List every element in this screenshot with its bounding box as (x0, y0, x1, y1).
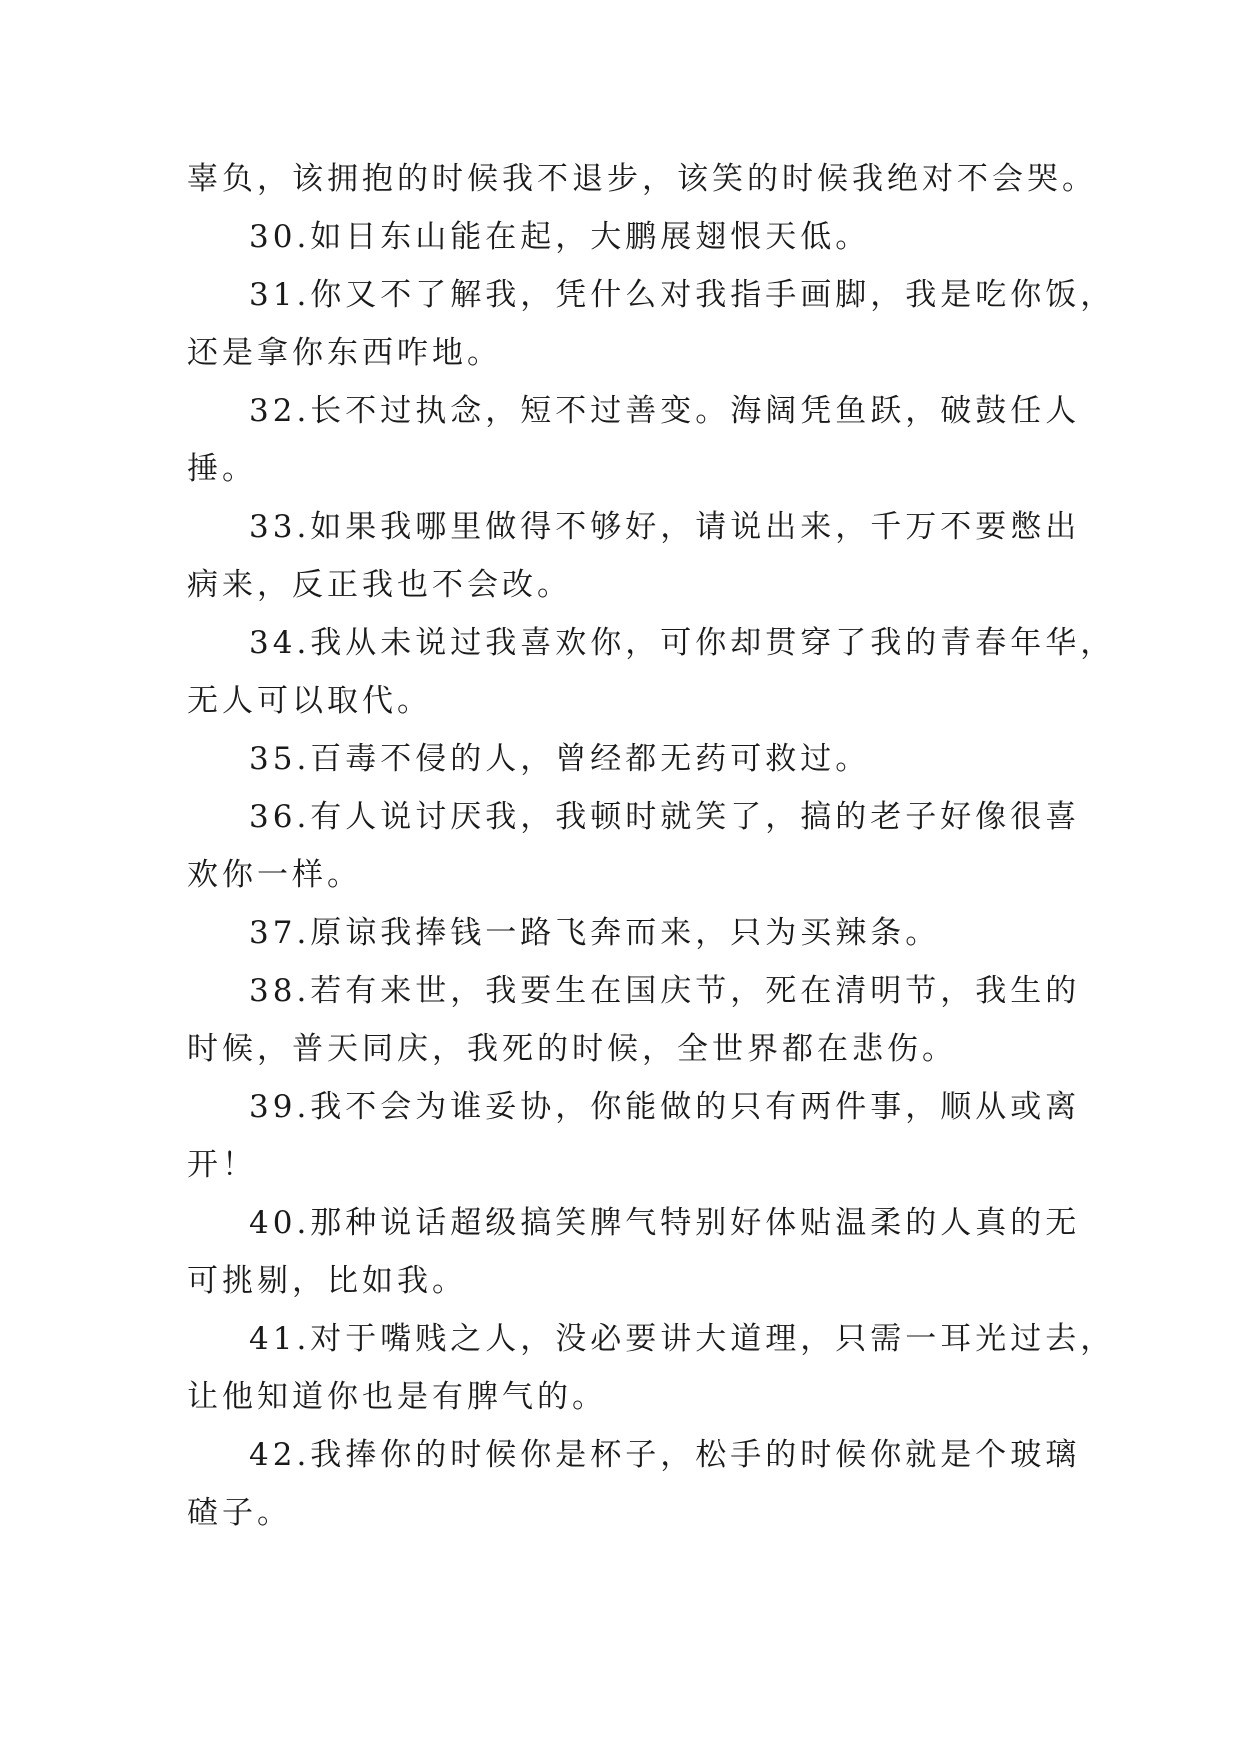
text-line: 38.若有来世，我要生在国庆节，死在清明节，我生的 (249, 973, 1081, 1009)
text-line: 让他知道你也是有脾气的。 (187, 1379, 607, 1415)
text-line: 36.有人说讨厌我，我顿时就笑了，搞的老子好像很喜 (249, 799, 1081, 835)
text-line: 欢你一样。 (187, 857, 362, 893)
text-line: 病来，反正我也不会改。 (187, 567, 572, 603)
text-line: 还是拿你东西咋地。 (187, 335, 502, 371)
text-line: 39.我不会为谁妥协，你能做的只有两件事，顺从或离 (249, 1089, 1081, 1125)
text-line: 可挑剔，比如我。 (187, 1263, 467, 1299)
document-page (187, 150, 1116, 1542)
text-line: 碴子。 (187, 1495, 292, 1531)
text-line: 开！ (187, 1147, 257, 1183)
text-line: 35.百毒不侵的人，曾经都无药可救过。 (249, 741, 871, 777)
text-line: 41.对于嘴贱之人，没必要讲大道理，只需一耳光过去， (249, 1321, 1116, 1357)
text-line: 42.我捧你的时候你是杯子，松手的时候你就是个玻璃 (249, 1437, 1081, 1473)
text-line: 时候，普天同庆，我死的时候，全世界都在悲伤。 (187, 1031, 957, 1067)
text-line: 33.如果我哪里做得不够好，请说出来，千万不要憋出 (249, 509, 1081, 545)
text-line: 40.那种说话超级搞笑脾气特别好体贴温柔的人真的无 (249, 1205, 1081, 1241)
text-line: 31.你又不了解我，凭什么对我指手画脚，我是吃你饭， (249, 277, 1116, 313)
text-line: 37.原谅我捧钱一路飞奔而来，只为买辣条。 (249, 915, 941, 951)
text-line: 捶。 (187, 451, 257, 487)
text-line: 32.长不过执念，短不过善变。海阔凭鱼跃，破鼓任人 (249, 393, 1081, 429)
text-line: 无人可以取代。 (187, 683, 432, 719)
text-line: 34.我从未说过我喜欢你，可你却贯穿了我的青春年华， (249, 625, 1116, 661)
text-line: 辜负，该拥抱的时候我不退步，该笑的时候我绝对不会哭。 (187, 161, 1097, 197)
text-line: 30.如日东山能在起，大鹏展翅恨天低。 (249, 219, 871, 255)
